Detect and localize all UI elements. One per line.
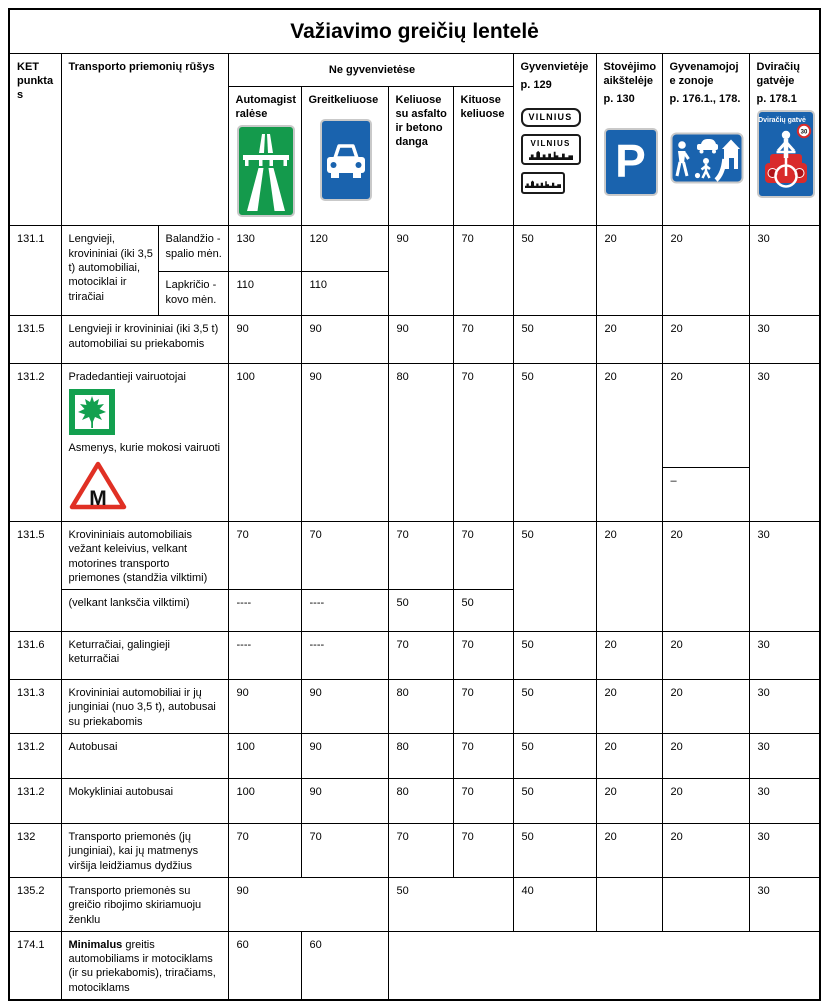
vehicle-type-cell: Autobusai <box>61 734 228 779</box>
speed-cell-paved: 80 <box>388 364 453 522</box>
speed-cell-expressway: 90 <box>301 364 388 522</box>
speed-cell-bicycle: 30 <box>749 680 820 734</box>
speed-cell-other: 70 <box>453 632 513 680</box>
speed-cell-paved-other: 50 <box>388 877 513 931</box>
expressway-sign <box>320 119 372 201</box>
page-title: Važiavimo greičių lentelė <box>9 9 820 53</box>
bicycle-street-sign <box>757 110 815 198</box>
speed-cell-motorway: 90 <box>228 680 301 734</box>
speed-cell-paved: 80 <box>388 680 453 734</box>
speed-cell-residential: 20 <box>662 316 749 364</box>
speed-cell-motorway: 90 <box>228 316 301 364</box>
ket-cell: 135.2 <box>9 877 61 931</box>
speed-cell-motorway-expressway: 90 <box>228 877 388 931</box>
speed-cell-settlement: 50 <box>513 226 596 316</box>
speed-cell-other: 70 <box>453 316 513 364</box>
header-ket: KET punktas <box>9 53 61 226</box>
header-expressway <box>301 86 388 226</box>
speed-cell-residential: – <box>662 468 749 522</box>
ket-cell: 131.5 <box>9 521 61 631</box>
header-residential-ref: p. 176.1., 178. <box>669 93 741 106</box>
speed-cell-settlement: 50 <box>513 632 596 680</box>
ket-cell: 131.2 <box>9 734 61 779</box>
settlement-skyline-sign <box>521 172 565 194</box>
learner-driver-label: Asmenys, kurie mokosi vairuoti <box>68 441 221 454</box>
header-settlement-ref: p. 129 <box>520 78 552 91</box>
speed-cell-bicycle: 30 <box>749 734 820 779</box>
speed-cell-motorway: 100 <box>228 734 301 779</box>
speed-cell-bicycle: 30 <box>749 521 820 631</box>
vehicle-type-cell: Transporto priemonės (jų junginiai), kai jų matmenys viršija leidžiamus dydžius <box>61 824 228 878</box>
speed-cell-parking: 20 <box>596 734 662 779</box>
speed-cell-residential: 20 <box>662 364 749 468</box>
speed-cell-other: 70 <box>453 364 513 522</box>
ket-cell: 174.1 <box>9 931 61 1000</box>
speed-cell-residential: 20 <box>662 226 749 316</box>
settlement-name-text: VILNIUS <box>528 111 573 122</box>
speed-cell-settlement: 50 <box>513 521 596 631</box>
speed-cell-settlement: 40 <box>513 877 596 931</box>
speed-cell-parking: 20 <box>596 364 662 522</box>
speed-cell-expressway: ---- <box>301 632 388 680</box>
speed-cell-other: 70 <box>453 779 513 824</box>
header-bicycle-street <box>749 53 820 226</box>
speed-cell-paved: 50 <box>388 590 453 632</box>
speed-cell-parking: 20 <box>596 316 662 364</box>
speed-cell-expressway: 70 <box>301 824 388 878</box>
speed-cell-settlement: 50 <box>513 824 596 878</box>
speed-cell-motorway: 100 <box>228 779 301 824</box>
speed-table <box>8 8 821 1001</box>
speed-cell-paved: 70 <box>388 824 453 878</box>
parking-sign <box>604 128 658 196</box>
learner-letter: M <box>88 486 107 510</box>
speed-cell-motorway: 60 <box>228 931 301 1000</box>
vehicle-type-cell: Mokykliniai autobusai <box>61 779 228 824</box>
speed-cell-paved: 70 <box>388 521 453 589</box>
ket-cell: 131.2 <box>9 779 61 824</box>
speed-cell-bicycle: 30 <box>749 877 820 931</box>
minimum-speed-emphasis: Minimalus <box>68 938 123 951</box>
speed-cell-bicycle: 30 <box>749 779 820 824</box>
header-bicycle-label: Dviračių gatvėje <box>756 60 800 87</box>
settlement-name-sign <box>521 108 581 127</box>
empty-cell <box>388 931 820 1000</box>
speed-cell-motorway: 70 <box>228 521 301 589</box>
speed-cell-expressway: 110 <box>301 272 388 316</box>
ket-cell: 132 <box>9 824 61 878</box>
settlement-signs <box>521 108 592 194</box>
speed-cell-settlement: 50 <box>513 680 596 734</box>
novice-driver-label: Pradedantieji vairuotojai <box>68 371 186 384</box>
period-cell: Balandžio - spalio mėn. <box>158 226 228 272</box>
vehicle-type-cell: Lengvieji ir krovininiai (iki 3,5 t) automobiliai su priekabomis <box>61 316 228 364</box>
speed-cell-paved: 70 <box>388 632 453 680</box>
header-bicycle-ref: p. 178.1 <box>756 93 797 106</box>
vehicle-type-cell: (velkant lanksčia vilktimi) <box>61 590 228 632</box>
speed-cell-residential: 20 <box>662 779 749 824</box>
header-motorway <box>228 86 301 226</box>
header-vehicle-types: Transporto priemonių rūšys <box>61 53 228 226</box>
speed-cell-expressway: 90 <box>301 734 388 779</box>
vehicle-type-cell: Krovininiai automobiliai ir jų junginiai (nuo 3,5 t), autobusai su priekabomis <box>61 680 228 734</box>
settlement-name-text: VILNIUS <box>530 138 571 148</box>
motorway-sign <box>237 125 295 217</box>
header-motorway-label: Automagistralėse <box>235 93 296 120</box>
empty-cell <box>596 877 662 931</box>
speed-cell-other: 70 <box>453 824 513 878</box>
ket-cell: 131.6 <box>9 632 61 680</box>
speed-cell-expressway: 90 <box>301 779 388 824</box>
header-other-roads <box>453 86 513 226</box>
speed-cell-bicycle: 30 <box>749 316 820 364</box>
speed-cell-parking: 20 <box>596 779 662 824</box>
ket-cell: 131.5 <box>9 316 61 364</box>
speed-cell-residential: 20 <box>662 632 749 680</box>
speed-cell-bicycle: 30 <box>749 364 820 522</box>
speed-cell-expressway: 90 <box>301 680 388 734</box>
empty-cell <box>662 877 749 931</box>
speed-cell-motorway: 110 <box>228 272 301 316</box>
speed-cell-motorway: ---- <box>228 590 301 632</box>
speed-cell-settlement: 50 <box>513 364 596 522</box>
vehicle-type-cell: Keturračiai, galingieji keturračiai <box>61 632 228 680</box>
speed-cell-motorway: 70 <box>228 824 301 878</box>
speed-cell-bicycle: 30 <box>749 824 820 878</box>
vehicle-type-cell <box>61 364 228 522</box>
ket-cell: 131.1 <box>9 226 61 316</box>
learner-driver-m-sign <box>69 459 127 511</box>
settlement-name-skyline-sign <box>521 134 581 165</box>
speed-cell-bicycle: 30 <box>749 226 820 316</box>
speed-cell-motorway: 130 <box>228 226 301 272</box>
speed-cell-bicycle: 30 <box>749 632 820 680</box>
header-paved-roads-label: Keliuose su asfalto ir betono danga <box>395 93 447 149</box>
header-residential-label: Gyvenamojoje zonoje <box>669 60 739 87</box>
header-expressway-label: Greitkeliuose <box>308 93 379 106</box>
speed-cell-parking: 20 <box>596 632 662 680</box>
speed-cell-other: 70 <box>453 226 513 316</box>
bicycle-limit-text: 30 <box>800 129 808 136</box>
header-parking-label: Stovėjimo aikštelėje <box>603 60 657 87</box>
vehicle-type-cell: Lengvieji, krovininiai (iki 3,5 t) automobiliai, motociklai ir triračiai <box>61 226 158 316</box>
speed-cell-parking: 20 <box>596 680 662 734</box>
speed-cell-parking: 20 <box>596 521 662 631</box>
header-residential-zone <box>662 53 749 226</box>
speed-cell-expressway: ---- <box>301 590 388 632</box>
speed-cell-expressway: 60 <box>301 931 388 1000</box>
speed-cell-parking: 20 <box>596 226 662 316</box>
speed-cell-residential: 20 <box>662 521 749 631</box>
minimum-speed-text: greitis automobiliams ir motociklams (ir su priekabomis), triračiams, motociklams <box>68 938 216 994</box>
speed-cell-other: 70 <box>453 521 513 589</box>
ket-cell: 131.3 <box>9 680 61 734</box>
speed-cell-other: 70 <box>453 734 513 779</box>
ket-cell: 131.2 <box>9 364 61 522</box>
header-settlement-label: Gyvenvietėje <box>520 60 589 73</box>
novice-driver-leaf-sign <box>69 389 115 435</box>
period-cell: Lapkričio - kovo mėn. <box>158 272 228 316</box>
speed-cell-other: 50 <box>453 590 513 632</box>
bicycle-street-title: Dviračių gatvė <box>757 117 806 125</box>
speed-cell-parking: 20 <box>596 824 662 878</box>
speed-cell-expressway: 90 <box>301 316 388 364</box>
parking-letter: P <box>615 135 646 188</box>
vehicle-type-cell <box>61 931 228 1000</box>
speed-cell-paved: 80 <box>388 779 453 824</box>
vehicle-type-cell: Transporto priemonės su greičio ribojimo skiriamuoju ženklu <box>61 877 228 931</box>
speed-cell-paved: 90 <box>388 226 453 316</box>
header-settlement <box>513 53 596 226</box>
speed-cell-motorway: ---- <box>228 632 301 680</box>
header-paved-roads <box>388 86 453 226</box>
speed-cell-motorway: 100 <box>228 364 301 522</box>
speed-cell-expressway: 70 <box>301 521 388 589</box>
speed-cell-paved: 80 <box>388 734 453 779</box>
header-parking <box>596 53 662 226</box>
city-skyline-icon <box>525 178 561 189</box>
speed-cell-settlement: 50 <box>513 734 596 779</box>
residential-zone-sign <box>670 132 744 184</box>
speed-cell-residential: 20 <box>662 734 749 779</box>
speed-cell-residential: 20 <box>662 680 749 734</box>
speed-cell-other: 70 <box>453 680 513 734</box>
speed-cell-expressway: 120 <box>301 226 388 272</box>
header-other-roads-label: Kituose keliuose <box>460 93 505 120</box>
speed-cell-residential: 20 <box>662 824 749 878</box>
header-parking-ref: p. 130 <box>603 93 635 106</box>
speed-cell-settlement: 50 <box>513 779 596 824</box>
speed-cell-settlement: 50 <box>513 316 596 364</box>
city-skyline-icon <box>527 149 575 160</box>
header-outside-settlements: Ne gyvenvietėse <box>228 53 513 86</box>
speed-cell-paved: 90 <box>388 316 453 364</box>
vehicle-type-cell: Krovininiais automobiliais vežant keleivius, velkant motorines transporto priemones (standžia vilktimi) <box>61 521 228 589</box>
